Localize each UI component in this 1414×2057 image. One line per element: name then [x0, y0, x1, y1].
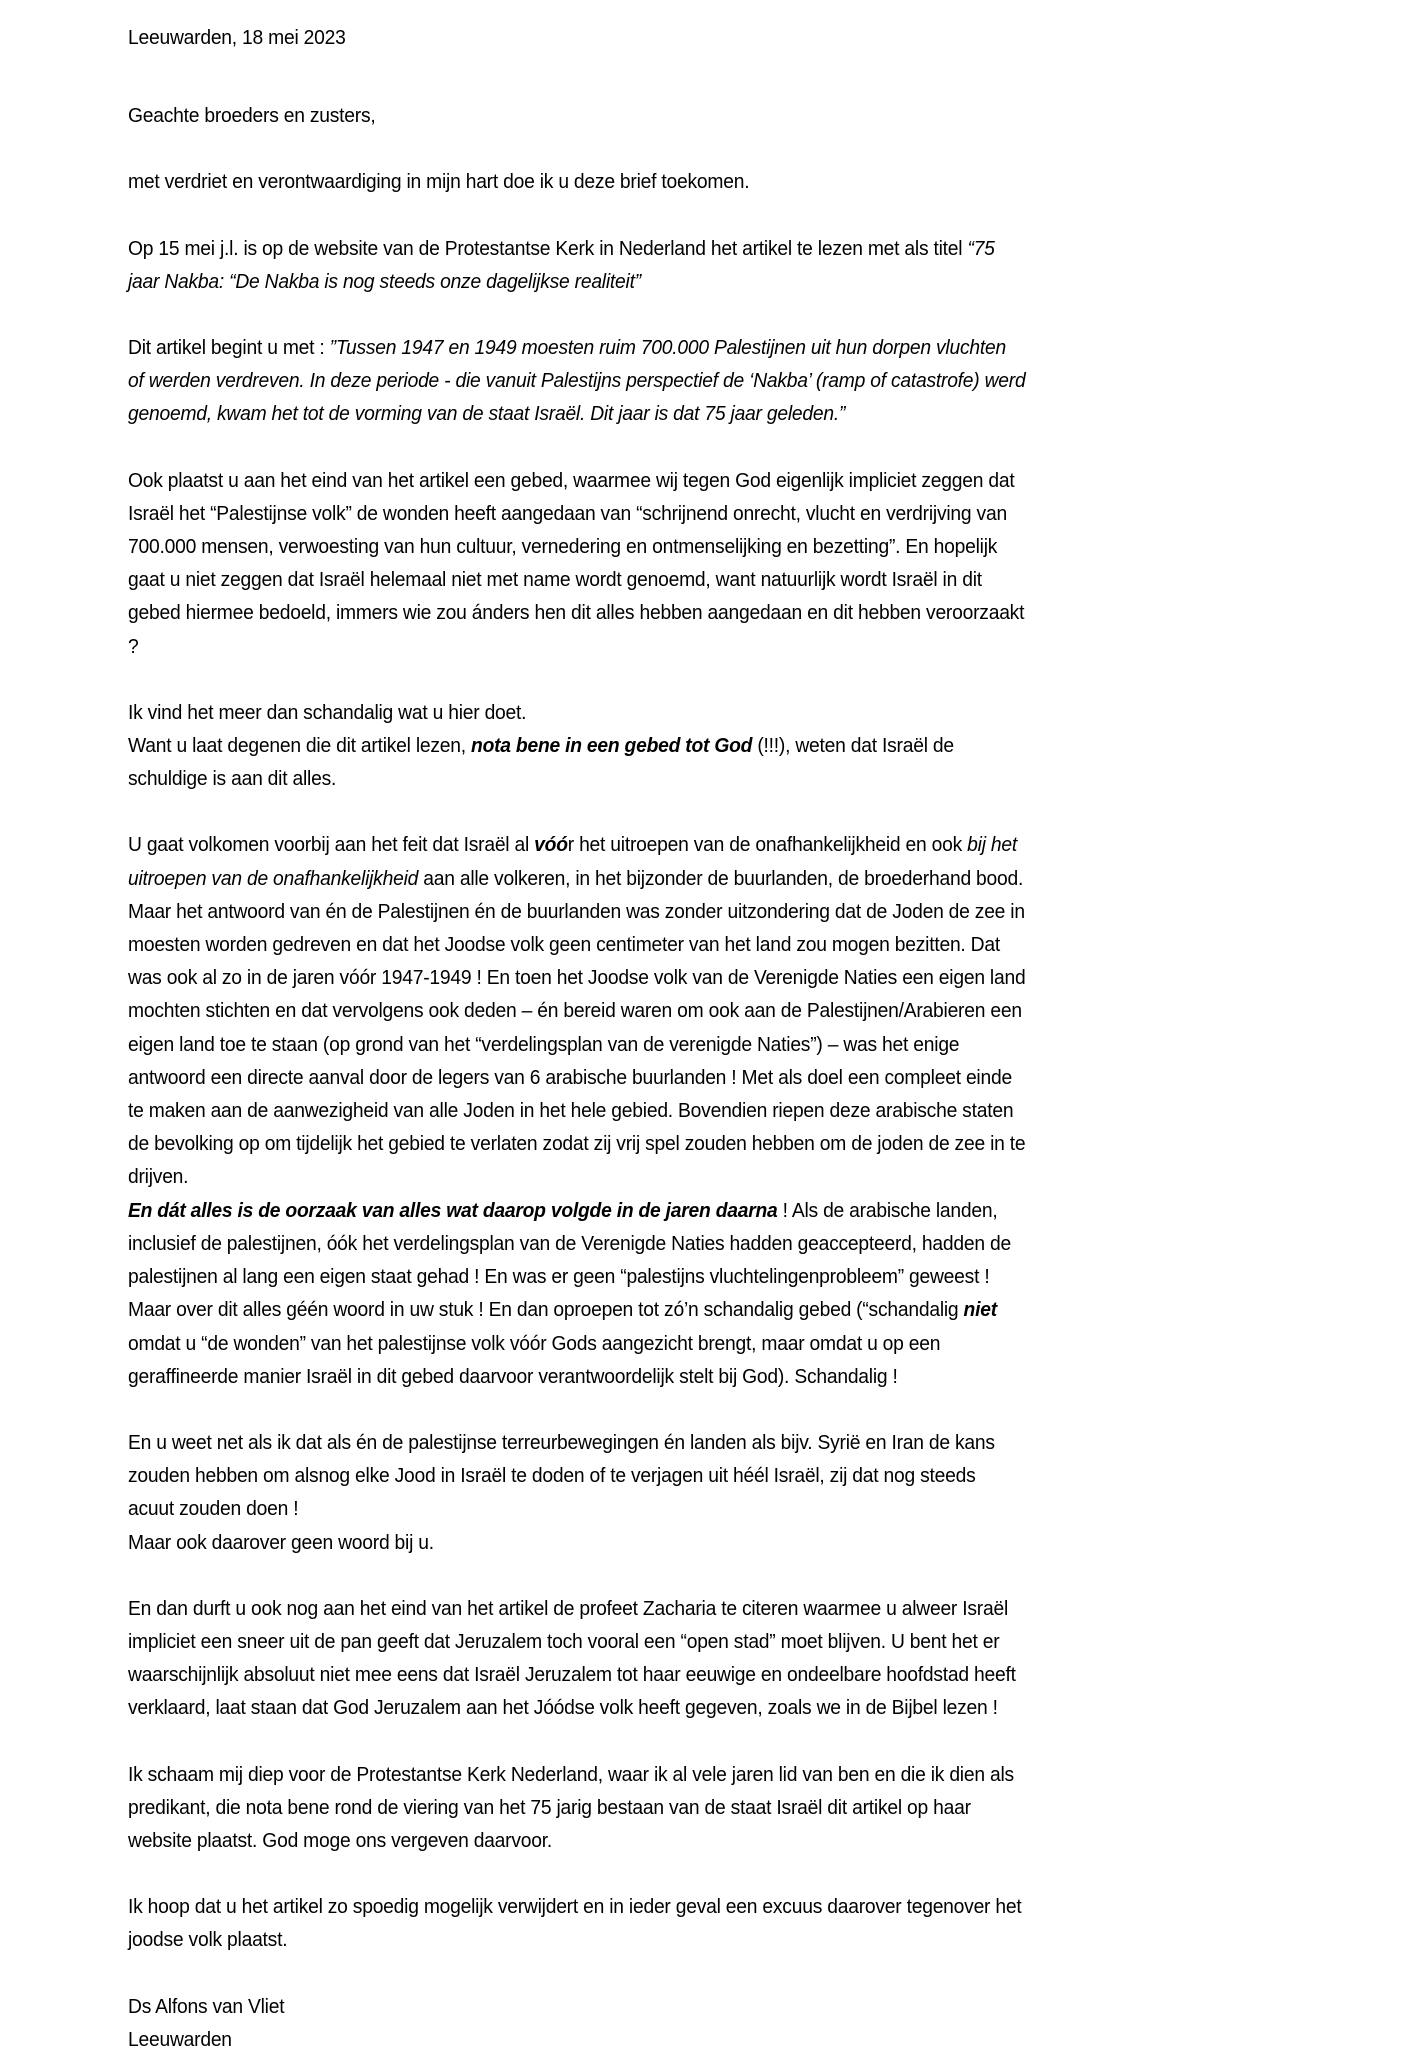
- history-tail: aan alle volkeren, in het bijzonder de buurlanden, de broederhand bood. Maar het antwoord van én de Palestijnen én de buurlanden was zonder uitzondering dat de Joden de zee in moesten worden gedreven en dat het Joodse volk geen centimeter van het land zou mogen bezitten. Dat was ook al zo in de jaren vóór 1947-1949 ! En toen het Joodse volk van de Verenigde Naties een eigen land mochten stichten en dat vervolgens ook deden – én bereid waren om ook aan de Palestijnen/Arabieren een eigen land toe te staan (op grond van het “verdelingsplan van de verenigde Naties”) – was het enige antwoord een directe aanval door de legers van 6 arabische buurlanden ! Met als doel een compleet einde te maken aan de aanwezigheid van alle Joden in het hele gebied. Bovendien riepen deze arabische staten de bevolking op om tijdelijk het gebied te verlaten zodat zij vrij spel zouden hebben om de joden de zee in te drijven.: [128, 867, 1026, 1189]
- location-date-line: Leeuwarden, 18 mei 2023: [128, 27, 346, 49]
- spacer: [128, 200, 1026, 233]
- prayer-paragraph: Ook plaatst u aan het eind van het artikel een gebed, waarmee wij tegen God eigenlijk impliciet zeggen dat Israël het “Palestijnse volk” de wonden heeft aangedaan van “schrijnend onrecht, vlucht en verdrijving van 700.000 mensen, verwoesting van hun cultuur, vernedering en ontmenselijking en bezetting”. En hopelijk gaat u niet zeggen dat Israël helemaal niet met name wordt genoemd, want natuurlijk wordt Israël in dit gebed hiermee bedoeld, immers wie zou ánders hen dit alles hebben aangedaan en dit hebben veroorzaakt ?: [128, 469, 1025, 658]
- article-title-lead: Op 15 mei j.l. is op de website van de Protestantse Kerk in Nederland het artikel te lezen met als titel: [128, 237, 968, 260]
- spacer: [128, 1958, 1026, 1991]
- spacer: [128, 133, 1026, 166]
- article-quote-paragraph: [128, 332, 1026, 432]
- independence-italic: bij het uitroepen van de onafhankelijkheid: [128, 834, 1018, 890]
- cause-emphasis: En dát alles is de oorzaak van alles wat daarop volgde in de jaren daarna: [128, 1199, 778, 1222]
- niet-emphasis: niet: [963, 1299, 997, 1322]
- article-quote-italic: ”Tussen 1947 en 1949 moesten ruim 700.000 Palestijnen uit hun dorpen vluchten of werden verdreven. In deze periode - die vanuit Palestijns perspectief de ‘Nakba’ (ramp of catastrofe) werd genoemd, kwam het tot de vorming van de staat Israël. Dit jaar is dat 75 jaar geleden.”: [128, 337, 1026, 426]
- signature-name: Ds Alfons van Vliet: [128, 1995, 285, 2018]
- voor-emphasis: vóó: [534, 834, 568, 857]
- spacer: [128, 1560, 1026, 1593]
- article-title-paragraph: [128, 233, 1026, 299]
- shameful-line-2: [128, 730, 1026, 796]
- shameful-lead: Want u laat degenen die dit artikel lezen,: [128, 735, 472, 758]
- intro-paragraph: met verdriet en verontwaardiging in mijn hart doe ik u deze brief toekomen.: [128, 171, 750, 194]
- cause-paragraph: [128, 1195, 1026, 1295]
- history-middle: r het uitroepen van de onafhankelijkheid en ook: [567, 834, 968, 857]
- shameful-line-1: Ik vind het meer dan schandalig wat u hier doet.: [128, 701, 527, 724]
- noword-tail: omdat u “de wonden” van het palestijnse volk vóór Gods aangezicht brengt, maar omdat u op een geraffineerde manier Israël in dit gebed daarvoor verantwoordelijk stelt bij God). Schandalig !: [128, 1332, 941, 1388]
- spacer: [128, 1726, 1026, 1759]
- spacer: [128, 432, 1026, 465]
- spacer: [128, 1394, 1026, 1427]
- zacharia-paragraph: En dan durft u ook nog aan het eind van het artikel de profeet Zacharia te citeren waarmee u alweer Israël impliciet een sneer uit de pan geeft dat Jeruzalem toch vooral een “open stad” moet blijven. U bent het er waarschijnlijk absoluut niet mee eens dat Israël Jeruzalem tot haar eeuwige en ondeelbare hoofdstad heeft verklaard, laat staan dat God Jeruzalem aan het Jóódse volk heeft gegeven, zoals we in de Bijbel lezen !: [128, 1597, 1016, 1720]
- hope-paragraph: Ik hoop dat u het artikel zo spoedig mogelijk verwijdert en in ieder geval een excuus daarover tegenover het joodse volk plaatst.: [128, 1896, 1022, 1952]
- cause-rest: ! Als de arabische landen, inclusief de palestijnen, óók het verdelingsplan van de Verenigde Naties hadden geaccepteerd, hadden de palestijnen al lang een eigen staat gehad ! En was er geen “palestijns vluchtelingenprobleem” geweest !: [128, 1199, 1011, 1289]
- terror-paragraph: En u weet net als ik dat als én de palestijnse terreurbewegingen én landen als bijv. Syrië en Iran de kans zouden hebben om alsnog elke Jood in Israël te doden of te verjagen uit héél Israël, zij dat nog steeds acuut zouden doen !: [128, 1431, 995, 1521]
- history-paragraph: [128, 829, 1026, 1194]
- spacer: [128, 664, 1026, 697]
- nota-bene-emphasis: nota bene in een gebed tot God: [471, 735, 753, 758]
- noword-lead: Maar over dit alles géén woord in uw stuk ! En dan oproepen tot zó’n schandalig gebed (“schandalig: [128, 1299, 964, 1322]
- letter-body: [128, 22, 1026, 2057]
- history-lead: U gaat volkomen voorbij aan het feit dat Israël al: [128, 834, 535, 857]
- spacer: [128, 796, 1026, 829]
- article-quote-lead: Dit artikel begint u met :: [128, 337, 330, 360]
- spacer: [128, 55, 1026, 100]
- spacer: [128, 1858, 1026, 1891]
- salutation: Geachte broeders en zusters,: [128, 105, 376, 128]
- shameful-tail: (!!!), weten dat Israël de schuldige is aan dit alles.: [128, 735, 954, 791]
- shame-paragraph: Ik schaam mij diep voor de Protestantse Kerk Nederland, waar ik al vele jaren lid van ben en die ik dien als predikant, die nota bene rond de viering van het 75 jarig bestaan van de staat Israël dit artikel op haar website plaatst. God moge ons vergeven daarvoor.: [128, 1763, 1014, 1852]
- noword-paragraph: [128, 1294, 1026, 1394]
- signature-city: Leeuwarden: [128, 2028, 232, 2051]
- article-title-italic: “75 jaar Nakba: “De Nakba is nog steeds onze dagelijkse realiteit”: [128, 237, 995, 293]
- spacer: [128, 299, 1026, 332]
- terror-followup: Maar ook daarover geen woord bij u.: [128, 1531, 434, 1554]
